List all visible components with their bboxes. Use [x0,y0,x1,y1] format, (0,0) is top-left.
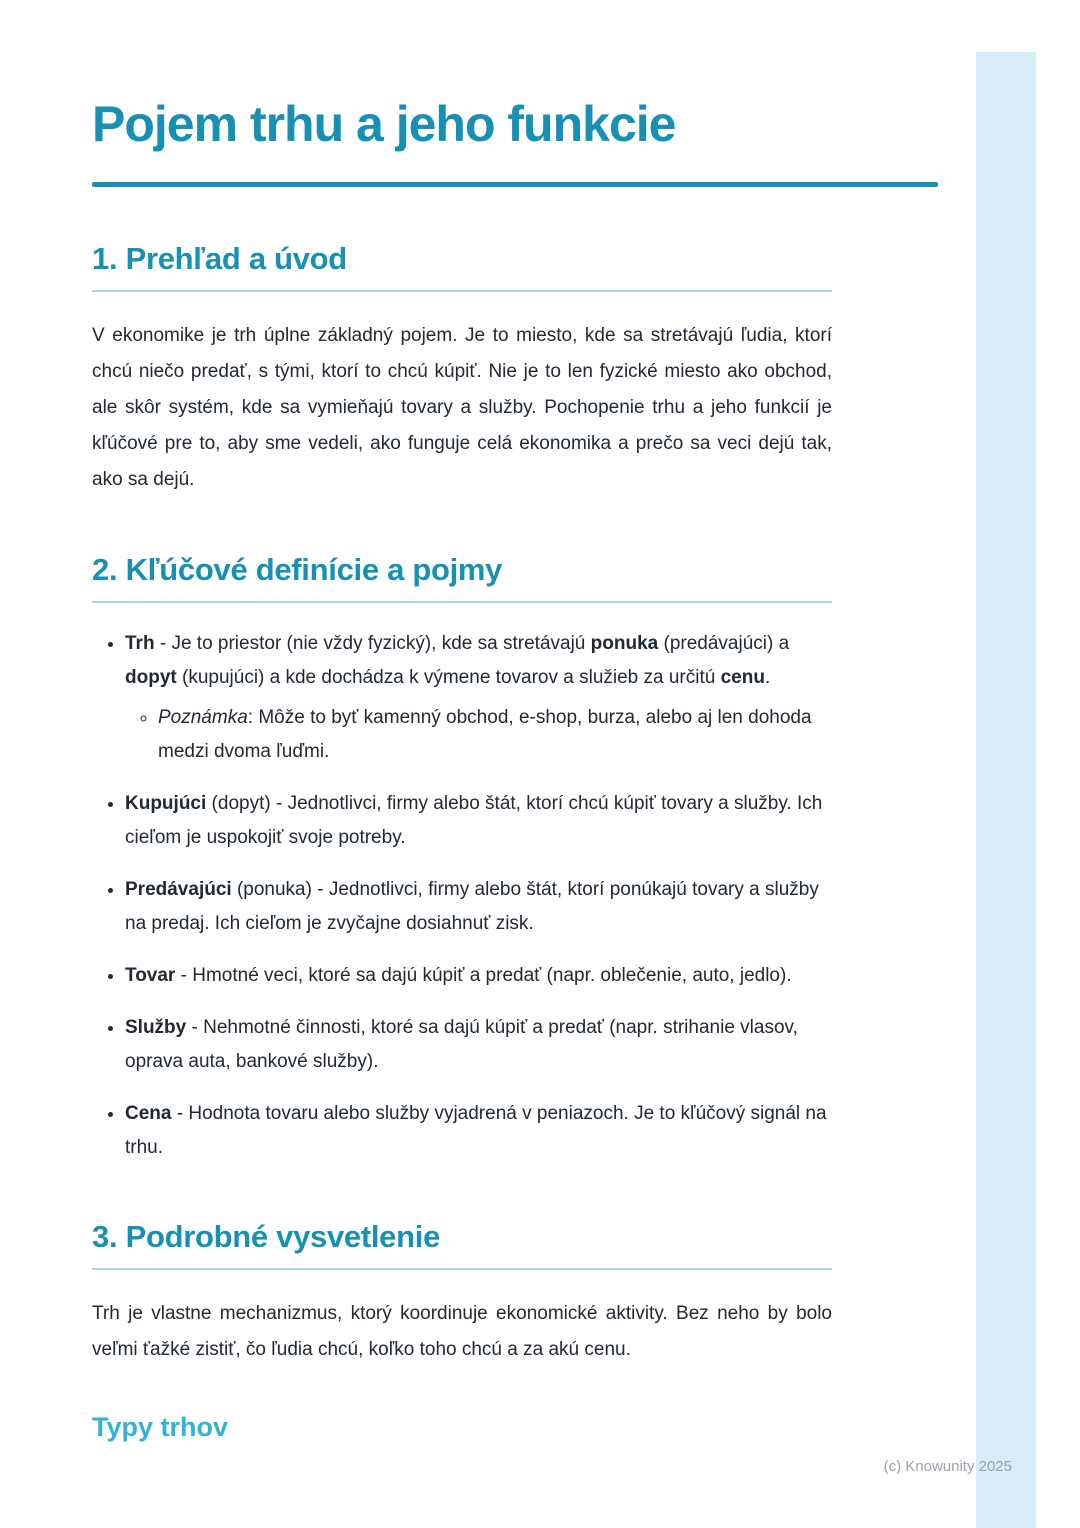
section-explanation [92,1219,938,1443]
text-segment: - Hodnota tovaru alebo služby vyjadrená v peniazoch. Je to kľúčový signál na trhu. [125,1103,827,1158]
list-item-sluzby [125,1011,832,1079]
text-segment: (kupujúci) a kde dochádza k výmene tovarov a služieb za určitú [176,667,721,688]
overview-paragraph: V ekonomike je trh úplne základný pojem. Je to miesto, kde sa stretávajú ľudia, ktorí chcú niečo predať, s tými, ktorí to chcú kúpiť. Nie je to len fyzické miesto ako obchod, ale skôr systém, kde sa vymieňajú tovary a služby. Pochopenie trhu a jeho funkcií je kľúčové pre to, aby sme vedeli, ako funguje celá ekonomika a prečo sa veci dejú tak, ako sa dejú. [92,325,832,490]
text-segment: Služby [125,1017,187,1038]
section-rule [92,1268,832,1270]
text-segment: - Nehmotné činnosti, ktoré sa dajú kúpiť a predať (napr. strihanie vlasov, oprava auta, bankové služby). [125,1017,798,1072]
subsection-heading-typy-trhov: Typy trhov [92,1412,229,1442]
list-item-text [158,707,812,762]
section-heading-overview: 1. Prehľad a úvod [92,241,347,276]
text-segment: ponuka [590,633,659,654]
list-item-text [125,879,819,934]
text-segment: . [764,667,771,688]
list-item-tovar [125,959,832,993]
list-item-text [125,965,792,986]
text-segment: (ponuka) - Jednotlivci, firmy alebo štát, ktorí ponúkajú tovary a služby na predaj. Ich cieľom je zvyčajne dosiahnuť zisk. [125,879,819,934]
list-item-trh [125,627,832,769]
section-definitions [92,552,938,1165]
text-segment: Kupujúci [125,793,207,814]
text-segment: cenu [720,667,765,688]
list-item-text [125,633,789,688]
section-heading-definitions: 2. Kľúčové definície a pojmy [92,552,503,587]
list-item-text [125,1103,827,1158]
list-item-predavajuci [125,873,832,941]
text-segment: (predávajúci) a [658,633,790,654]
text-segment: (dopyt) - Jednotlivci, firmy alebo štát, ktorí chcú kúpiť tovary a služby. Ich cieľom je uspokojiť svoje potreby. [125,793,823,848]
title-rule [92,182,938,187]
page-title: Pojem trhu a jeho funkcie [92,96,676,152]
section-overview [92,241,938,498]
list-item-cena [125,1097,832,1165]
text-segment: Trh [125,633,155,654]
section-rule [92,290,832,292]
page-edge-stripe [976,52,1036,1528]
list-item-text [125,1017,798,1072]
list-item-kupujuci [125,787,832,855]
document-content [92,0,938,1443]
section-rule [92,601,832,603]
text-segment: - Hmotné veci, ktoré sa dajú kúpiť a predať (napr. oblečenie, auto, jedlo). [175,965,792,986]
text-segment: Cena [125,1103,172,1124]
list-item-text [125,793,822,848]
definitions-list [92,627,832,1165]
text-segment: dopyt [125,667,177,688]
note-sublist [125,701,832,769]
text-segment: Poznámka [158,707,248,728]
text-segment: Predávajúci [125,879,232,900]
text-segment: - Je to priestor (nie vždy fyzický), kde sa stretávajú [154,633,591,654]
explanation-paragraph: Trh je vlastne mechanizmus, ktorý koordinuje ekonomické aktivity. Bez neho by bolo veľmi ťažké zistiť, čo ľudia chcú, koľko toho chcú a za akú cenu. [92,1303,832,1360]
text-segment: : Môže to byť kamenný obchod, e-shop, burza, alebo aj len dohoda medzi dvoma ľuďmi. [158,707,812,762]
section-heading-explanation: 3. Podrobné vysvetlenie [92,1219,441,1254]
text-segment: Tovar [125,965,176,986]
sub-list-item-poznamka [158,701,832,769]
copyright-watermark: (c) Knowunity 2025 [883,1458,1012,1475]
